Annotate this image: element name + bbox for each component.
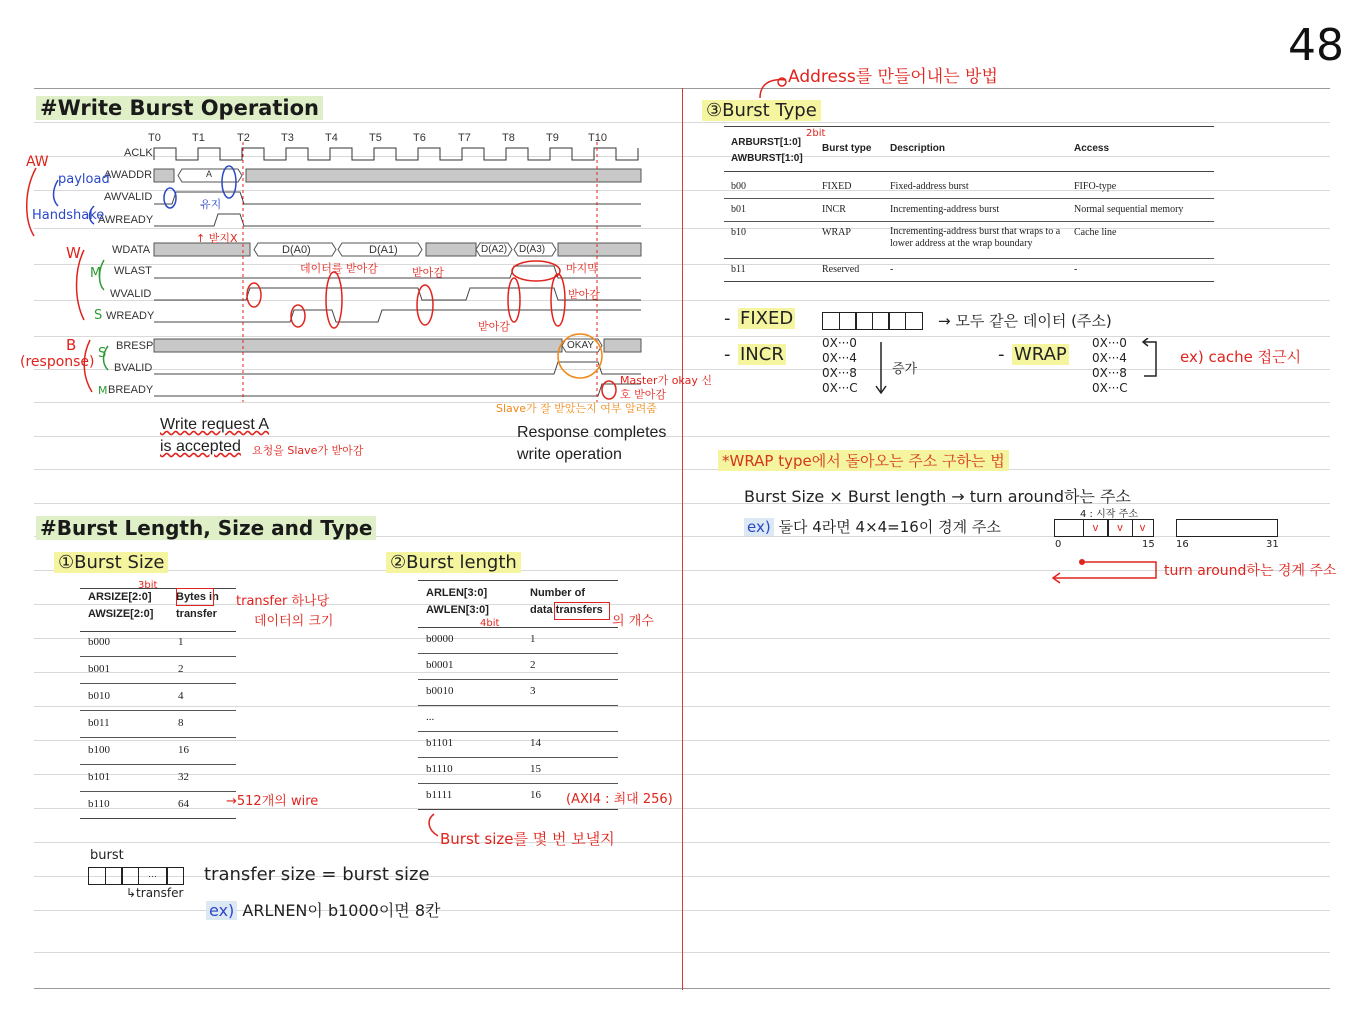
- fixed-cell: [905, 312, 923, 330]
- bready-wave: [154, 384, 641, 396]
- table-row: b110 64: [80, 792, 236, 819]
- page-number: 48: [1288, 20, 1344, 71]
- burst-type-bits: 2bit: [806, 128, 826, 139]
- note-receive-3: 받아감: [478, 320, 510, 333]
- table-row: b000 1: [80, 630, 236, 657]
- caption-line: write operation: [517, 446, 622, 463]
- clock-label: T5: [369, 132, 382, 144]
- table-row: b011 8: [80, 711, 236, 738]
- wrap-label: WRAP: [1014, 344, 1067, 365]
- incr-addr: 0X···C: [822, 381, 858, 395]
- burst-cell: [166, 867, 184, 885]
- idx-31: 31: [1266, 539, 1279, 550]
- w-circle-3: [326, 272, 342, 328]
- caption-line: Response completes: [517, 424, 667, 441]
- length-table-body: [418, 628, 618, 810]
- wdata-a2-label: D(A2): [481, 244, 508, 255]
- bresp-value: OKAY: [567, 340, 595, 351]
- wrap-addr: 0X···4: [1092, 351, 1127, 365]
- awaddr-value: A: [206, 169, 213, 179]
- table-row: b10 WRAP Incrementing-address burst that wraps to a lower address at the wrap boundary Cache line: [724, 222, 1214, 259]
- wdata-a3-label: D(A3): [519, 244, 546, 255]
- wrap-addr: 0X···8: [1092, 366, 1127, 380]
- note-receive-x: ↑ 받지X: [196, 232, 238, 245]
- wrap-cell: [1054, 519, 1084, 537]
- length-col2-line: data transfers: [530, 604, 603, 616]
- incr-note: 증가: [892, 362, 918, 377]
- burst-cells: [88, 867, 184, 885]
- note-request-slave: 요청을 Slave가 받아감: [252, 444, 364, 457]
- note-w: W: [66, 244, 81, 262]
- incr-dash: -: [724, 344, 731, 365]
- note-s: S: [94, 308, 103, 323]
- clock-label: T3: [281, 132, 294, 144]
- clock-label: T7: [458, 132, 471, 144]
- idx-0: 0: [1055, 539, 1062, 550]
- incr-label: INCR: [740, 344, 784, 365]
- burst-type-title: ③Burst Type: [702, 100, 821, 121]
- size-col2-line: Bytes in: [176, 591, 219, 603]
- fixed-cells: [822, 312, 923, 330]
- bresp-idle-a: [154, 339, 562, 352]
- size-col1-line: AWSIZE[2:0]: [88, 608, 154, 620]
- wdata-idle-b: [426, 243, 476, 256]
- wdata-a1-label: D(A1): [369, 244, 398, 256]
- incr-addr: 0X···8: [822, 366, 857, 380]
- length-count-note: 의 개수: [612, 614, 654, 629]
- wrap-cells-upper: [1176, 519, 1278, 537]
- table-row: ...: [418, 706, 618, 732]
- awaddr-idle-b: [246, 169, 641, 182]
- burst-label: burst: [90, 848, 124, 863]
- bresp-idle-b: [604, 339, 641, 352]
- wlast-circle: [512, 261, 560, 281]
- bytes-box: [176, 588, 214, 606]
- burst-type-table: [724, 126, 1214, 282]
- aclk-wave: [154, 148, 638, 160]
- send-note-arrow: [424, 812, 444, 842]
- table-row: b11 Reserved - -: [724, 259, 1214, 282]
- ex-text: 둘다 4라면 4×4=16이 경계 주소: [778, 518, 1001, 536]
- size-table-body: [80, 630, 236, 819]
- wready-wave: [154, 310, 641, 322]
- clock-label: T8: [502, 132, 515, 144]
- signal-wdata: WDATA: [112, 244, 151, 256]
- header-description: Description: [890, 143, 946, 154]
- note-last: 마지막: [566, 262, 598, 275]
- wrap-cell-check: v: [1132, 519, 1154, 537]
- burst-cell: [121, 867, 139, 885]
- length-col2-line: Number of: [530, 587, 585, 599]
- note-m2: M: [98, 384, 108, 397]
- signal-bresp: BRESP: [116, 340, 154, 352]
- signal-wready: WREADY: [106, 310, 155, 322]
- wrap-addr: 0X···C: [1092, 381, 1128, 395]
- wrap-cell-check: v: [1083, 519, 1109, 537]
- header-awburst: AWBURST[1:0]: [731, 153, 803, 164]
- table-row: b00 FIXED Fixed-address burst FIFO-type: [724, 176, 1214, 199]
- header-access: Access: [1074, 143, 1110, 154]
- incr-addr: 0X···4: [822, 351, 857, 365]
- fixed-cell: [855, 312, 873, 330]
- w-circle-5: [508, 278, 520, 322]
- note-data-receive: 데이터를 받아감: [300, 262, 378, 275]
- incr-addrs: [822, 336, 858, 396]
- table-header-row: [724, 126, 1214, 172]
- w-circle-2: [291, 305, 305, 327]
- wrap-section-title: *WRAP type에서 돌아오는 주소 구하는 법: [718, 450, 1009, 471]
- fixed-dash: -: [724, 308, 731, 329]
- fixed-cell: [839, 312, 857, 330]
- wire-note: →512개의 wire: [226, 794, 319, 809]
- note-hold: 유지: [200, 198, 222, 211]
- wrap-cell-check: v: [1107, 519, 1133, 537]
- table-row: b100 16: [80, 738, 236, 765]
- wrap-dash: -: [998, 344, 1005, 365]
- address-note: Address를 만들어내는 방법: [788, 67, 998, 87]
- signal-awvalid: AWVALID: [104, 191, 153, 203]
- wdata-a0-label: D(A0): [282, 244, 311, 256]
- transfers-box: [554, 602, 610, 620]
- table-row: b0000 1: [418, 628, 618, 654]
- table-row: b010 4: [80, 684, 236, 711]
- wrap-arrow: [1140, 338, 1162, 380]
- size-note-2: 데이터의 크기: [254, 614, 334, 629]
- caption-line: Write request A: [160, 416, 270, 433]
- transfer-label: ↳transfer: [126, 886, 184, 900]
- awready-wave: [154, 214, 641, 226]
- table-row: b0001 2: [418, 654, 618, 680]
- fixed-cell: [872, 312, 890, 330]
- table-row: b101 32: [80, 765, 236, 792]
- wdata-idle-c: [558, 243, 641, 256]
- page-divider: [682, 88, 683, 990]
- incr-addr: 0X···0: [822, 336, 857, 350]
- note-payload: payload: [58, 172, 110, 187]
- incr-arrow: [874, 340, 888, 396]
- wrap-note: ex) cache 접근시: [1180, 348, 1302, 366]
- note-receive-2: 받아감: [568, 288, 600, 301]
- clock-label: T0: [148, 132, 161, 144]
- idx-16: 16: [1176, 539, 1189, 550]
- note-m: M: [90, 266, 102, 281]
- length-bits-note: 4bit: [480, 618, 500, 629]
- clock-label: T9: [546, 132, 559, 144]
- wrap-formula: Burst Size × Burst length → turn around하는 주소: [744, 487, 1131, 506]
- ex-text: ARLNEN이 b1000이면 8칸: [242, 901, 441, 920]
- caption-line: is accepted: [160, 438, 241, 455]
- burst-cell: [105, 867, 123, 885]
- fixed-note: → 모두 같은 데이터 (주소): [938, 312, 1112, 330]
- burst-cell-dots: ···: [138, 867, 168, 885]
- clock-label: T2: [237, 132, 250, 144]
- bvalid-wave: [154, 362, 641, 374]
- wrap-example: [744, 516, 1001, 537]
- fixed-cell: [822, 312, 840, 330]
- clock-label: T10: [588, 132, 607, 144]
- fixed-cell: [888, 312, 906, 330]
- size-bits-note: 3bit: [138, 580, 158, 591]
- size-col1-line: ARSIZE[2:0]: [88, 591, 152, 603]
- table-row: b1110 15: [418, 758, 618, 784]
- note-aw: AW: [26, 154, 49, 170]
- diagram-example: [206, 898, 440, 921]
- burst-section-heading: #Burst Length, Size and Type: [36, 516, 376, 540]
- transfer-formula: transfer size = burst size: [204, 864, 430, 885]
- ex-prefix: ex): [744, 518, 774, 536]
- signal-awaddr: AWADDR: [104, 169, 153, 181]
- signal-bvalid: BVALID: [114, 362, 153, 374]
- idx-15: 15: [1142, 539, 1155, 550]
- note-receive-1: 받아감: [412, 266, 444, 279]
- wrap-addrs: [1092, 336, 1128, 396]
- note-b: B: [66, 336, 77, 354]
- note-handshake: Handshake: [32, 208, 105, 223]
- table-row: b001 2: [80, 657, 236, 684]
- signal-wlast: WLAST: [114, 265, 152, 277]
- w-circle-1: [247, 283, 261, 307]
- clock-label: T4: [325, 132, 338, 144]
- axi4-note: (AXI4 : 최대 256): [566, 792, 673, 807]
- wrap-start-note: 4 : 시작 주소: [1080, 509, 1138, 520]
- clock-label: T1: [192, 132, 205, 144]
- left-brackets: [22, 160, 112, 400]
- turn-around-arrow: [1048, 552, 1160, 586]
- burst-size-title: ①Burst Size: [54, 552, 168, 573]
- table-row: b1111 16: [418, 784, 618, 810]
- note-slave-tells: Slave가 잘 받았는지 여부 알려줌: [496, 402, 657, 415]
- note-master-okay: Master가 okay 신호 받아감: [620, 374, 712, 401]
- table-row: b1101 14: [418, 732, 618, 758]
- length-col1-line: AWLEN[3:0]: [426, 604, 489, 616]
- size-col2-line: transfer: [176, 608, 217, 620]
- fixed-label: FIXED: [740, 308, 794, 329]
- caption-response-completes: [517, 422, 666, 466]
- signal-bready: BREADY: [108, 384, 154, 396]
- send-note: Burst size를 몇 번 보낼지: [440, 830, 615, 848]
- burst-cell: [88, 867, 106, 885]
- turn-around-note: turn around하는 경계 주소: [1164, 563, 1337, 579]
- signal-awready: AWREADY: [98, 214, 154, 226]
- ex-prefix: ex): [206, 901, 237, 920]
- w-circle-4: [417, 285, 433, 325]
- wrap-addr: 0X···0: [1092, 336, 1127, 350]
- header-arburst: ARBURST[1:0]: [731, 137, 801, 148]
- signal-wvalid: WVALID: [110, 288, 152, 300]
- table-row: b0010 3: [418, 680, 618, 706]
- note-response: (response): [20, 354, 95, 370]
- clock-label: T6: [413, 132, 426, 144]
- length-col1-line: ARLEN[3:0]: [426, 587, 488, 599]
- burst-length-title: ②Burst length: [386, 552, 521, 573]
- table-row: b01 INCR Incrementing-address burst Normal sequential memory: [724, 199, 1214, 222]
- signal-aclk: ACLK: [124, 147, 153, 159]
- address-note-arrow: [756, 70, 790, 100]
- header-burst-type: Burst type: [822, 143, 872, 154]
- size-note-1: transfer 하나당: [236, 594, 330, 609]
- wrap-cells: [1054, 519, 1154, 537]
- awaddr-idle-a: [154, 169, 174, 182]
- write-burst-heading: #Write Burst Operation: [36, 96, 323, 120]
- note-s2: S: [98, 346, 107, 361]
